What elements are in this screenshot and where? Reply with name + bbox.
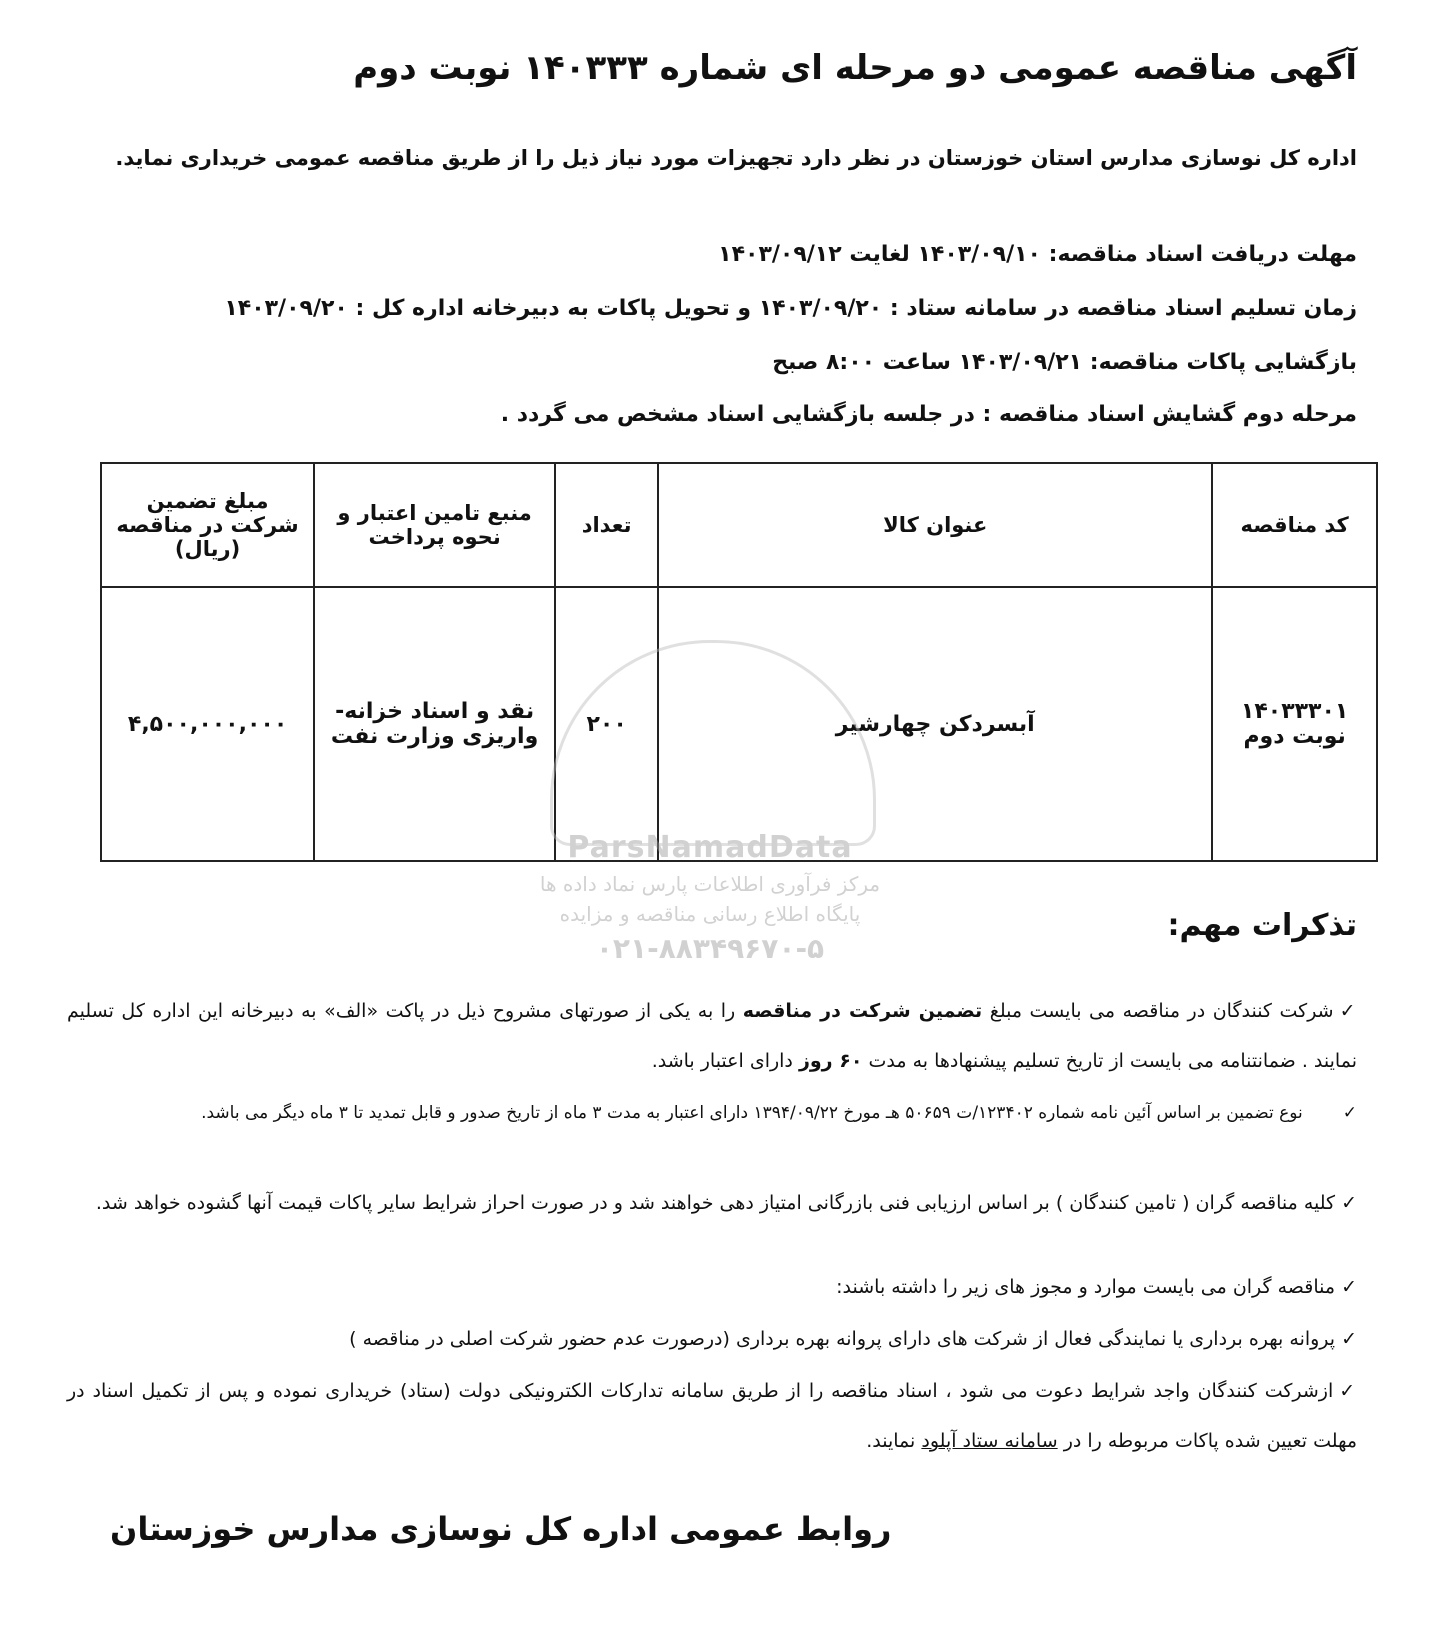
tender-code: ۱۴۰۳۳۳۰۱ (1240, 699, 1349, 724)
note-3-text: کلیه مناقصه گران ( تامین کنندگان ) بر اساس ارزیابی فنی بازرگانی امتیاز دهی خواهند شد و در صورت احراز شرایط سایر پاکات قیمت آنها گشوده خواهد شد. (95, 1192, 1336, 1214)
check-icon: ✓ (1341, 1192, 1357, 1214)
receive-deadline (57, 242, 1357, 267)
watermark-phone: ۰۲۱-۸۸۳۴۹۶۷۰-۵ (595, 932, 825, 965)
submit-value: ۱۴۰۳/۰۹/۲۰ و تحویل پاکات به دبیرخانه اداره کل : ۱۴۰۳/۰۹/۲۰ (224, 296, 883, 321)
note-license (67, 1314, 1357, 1364)
header-amount: مبلغ تضمین شرکت در مناقصه (ریال) (101, 463, 314, 587)
second-stage: مرحله دوم گشایش اسناد مناقصه : در جلسه بازگشایی اسناد مشخص می گردد . (500, 402, 1357, 427)
opening-value: ۱۴۰۳/۰۹/۲۱ ساعت ۸:۰۰ صبح (772, 350, 1083, 375)
check-icon: ✓ (1341, 1328, 1357, 1350)
source-line-1: نقد و اسناد خزانه- (335, 699, 535, 724)
cell-title: آبسردکن چهارشیر (658, 587, 1212, 861)
intro-text: اداره کل نوسازی مدارس استان خوزستان در نظر دارد تجهیزات مورد نیاز ذیل را از طریق مناقصه عمومی خریداری نماید. (115, 146, 1357, 170)
notice-title: آگهی مناقصه عمومی دو مرحله ای شماره ۱۴۰۳۳۳ نوبت دوم (353, 48, 1357, 88)
note-2-text: نوع تضمین بر اساس آئین نامه شماره ۱۲۳۴۰۲/ت ۵۰۶۵۹ هـ مورخ ۱۳۹۴/۰۹/۲۲ دارای اعتبار به مدت ۳ ماه از تاریخ صدور و قابل تمدید تا ۳ ماه دیگر می باشد. (201, 1103, 1303, 1123)
footer-signature: روابط عمومی اداره کل نوسازی مدارس خوزستان (110, 1510, 892, 1548)
opening-label: بازگشایی پاکات مناقصه: (1089, 350, 1357, 375)
cell-amount (101, 587, 314, 861)
submit-time (57, 296, 1357, 321)
note-4-text: مناقصه گران می بایست موارد و مجوز های زیر را داشته باشند: (836, 1276, 1336, 1298)
opening-time (57, 350, 1357, 375)
watermark-brand: ParsNamadData (567, 830, 853, 865)
watermark-line-1: مرکز فرآوری اطلاعات پارس نماد داده ها (539, 872, 881, 896)
note-guarantee (67, 986, 1357, 1086)
check-icon: ✓ (1339, 1380, 1357, 1402)
table-row (101, 587, 1377, 861)
submit-label: زمان تسلیم اسناد مناقصه در سامانه ستاد : (889, 296, 1357, 321)
tender-code-sub: نوبت دوم (1243, 724, 1346, 749)
watermark-line-2: پایگاه اطلاع رسانی مناقصه و مزایده (559, 902, 861, 926)
note-guarantee-type (97, 1088, 1357, 1138)
note-1-part-e: دارای اعتبار باشد. (651, 1050, 793, 1072)
notes-title: تذکرات مهم: (1167, 908, 1357, 943)
note-6-part-b: سامانه ستاد آپلود (921, 1430, 1058, 1452)
header-code: کد مناقصه (1212, 463, 1377, 587)
cell-code (1212, 587, 1377, 861)
header-qty: تعداد (555, 463, 658, 587)
note-6-part-a: ازشرکت کنندگان واجد شرایط دعوت می شود ، اسناد مناقصه را از طریق سامانه تدارکات الکترونیکی دولت (ستاد) خریداری نموده و پس از تکمیل اسناد در مهلت تعیین شده پاکات مربوطه را در (67, 1380, 1357, 1452)
note-invitation (67, 1366, 1357, 1466)
receive-label: مهلت دریافت اسناد مناقصه: (1048, 242, 1357, 267)
header-source: منبع تامین اعتبار و نحوه پرداخت (314, 463, 555, 587)
note-1-part-b: تضمین شرکت در مناقصه (742, 1000, 983, 1022)
tender-table (100, 462, 1378, 862)
note-1-part-c: را به یکی از صورتهای مشروح ذیل در پاکت «الف» به دبیرخانه این اداره کل تسلیم نمایند . ضمانتنامه می بایست از تاریخ تسلیم پیشنهادها به مدت (67, 1000, 1357, 1072)
source-line-2: واریزی وزارت نفت (330, 724, 539, 749)
note-requirements (67, 1262, 1357, 1312)
note-1-part-a: شرکت کنندگان در مناقصه می بایست مبلغ (989, 1000, 1334, 1022)
check-icon: ✓ (1342, 1103, 1357, 1123)
note-5-text: پروانه بهره برداری یا نمایندگی فعال از شرکت های دارای پروانه بهره برداری (درصورت عدم حضور شرکت اصلی در مناقصه ) (349, 1328, 1336, 1350)
check-icon: ✓ (1339, 1000, 1358, 1022)
amount-value: ۴,۵۰۰,۰۰۰,۰۰۰ (127, 711, 288, 737)
cell-source (314, 587, 555, 861)
cell-qty: ۲۰۰ (555, 587, 658, 861)
table-header-row (101, 463, 1377, 587)
check-icon: ✓ (1341, 1276, 1357, 1298)
note-evaluation (67, 1178, 1357, 1228)
receive-value: ۱۴۰۳/۰۹/۱۰ لغایت ۱۴۰۳/۰۹/۱۲ (718, 242, 1041, 267)
note-6-part-c: نمایند. (866, 1430, 916, 1452)
header-title: عنوان کالا (658, 463, 1212, 587)
note-1-part-d: ۶۰ روز (798, 1050, 863, 1072)
